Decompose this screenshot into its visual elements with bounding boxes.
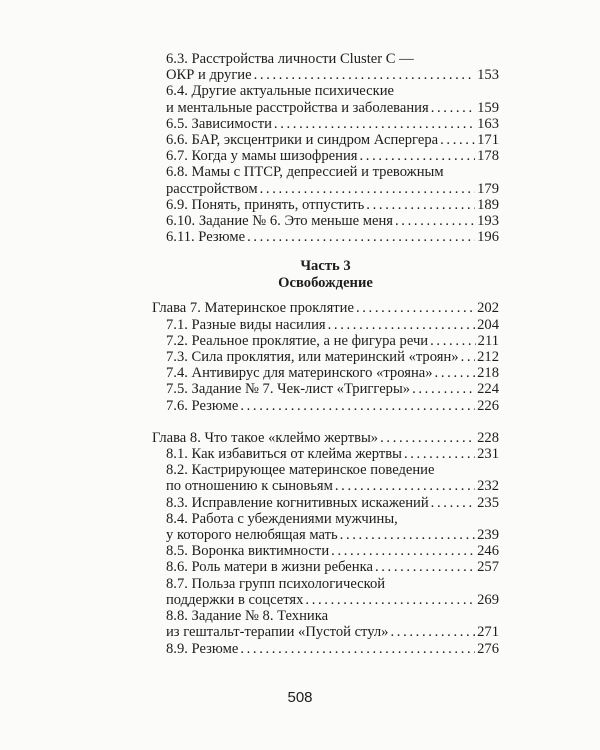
toc-entry-title: Глава 8. Что такое «клеймо жертвы» [152, 429, 379, 446]
dot-leader [404, 446, 475, 462]
toc-entry-page: 269 [477, 591, 499, 608]
toc-entry-row [166, 333, 499, 349]
toc-entry-title: 7.4. Антивирус для материнского «трояна» [166, 365, 433, 382]
toc-entry [152, 229, 499, 245]
toc-entry-page: 178 [477, 148, 499, 165]
toc-entry-lines [166, 349, 499, 365]
toc-entry-page: 231 [477, 446, 499, 463]
toc-entry [152, 495, 499, 511]
toc-entry-row [166, 229, 499, 245]
toc-entry-title: и ментальные расстройства и заболевания [166, 99, 429, 116]
toc-entry [152, 164, 499, 196]
toc-entry-page: 153 [477, 67, 499, 84]
toc-entry-row [166, 349, 499, 365]
toc-entry-row [166, 478, 499, 494]
toc-entry [152, 83, 499, 115]
toc-entry-lines [166, 559, 499, 575]
page-number: 508 [287, 689, 313, 706]
toc-entry-row [166, 181, 499, 197]
toc-entry-title: 8.4. Работа с убеждениями мужчины, [166, 510, 398, 527]
dot-leader [240, 398, 475, 414]
part-number: Часть 3 [300, 258, 351, 275]
toc-entry-page: 228 [477, 429, 499, 446]
dot-leader [335, 478, 475, 494]
toc-entry-title: 8.7. Польза групп психологической [166, 575, 386, 592]
toc-entry-title: у которого нелюбящая мать [166, 527, 338, 544]
toc-entry-page: 271 [477, 624, 499, 641]
toc-entry-title: 6.10. Задание № 6. Это меньше меня [166, 213, 393, 230]
toc-entry-lines [166, 641, 499, 657]
toc-entry [152, 430, 499, 446]
toc-entry-row [166, 116, 499, 132]
toc-entry-lines [166, 116, 499, 132]
toc-entry-page: 189 [477, 196, 499, 213]
toc-entry-title: 8.2. Кастрирующее материнское поведение [166, 462, 435, 479]
toc-entry-title: поддержки в соцсетях [166, 591, 304, 608]
toc-entry-lines [152, 430, 499, 446]
part-title: Освобождение [278, 275, 373, 292]
toc-entry-row [166, 495, 499, 511]
toc-entry-page: 204 [477, 316, 499, 333]
toc-entry-row [166, 543, 499, 559]
toc-entry [152, 333, 499, 349]
toc-entry-page: 193 [477, 213, 499, 230]
toc-entry-title: 6.9. Понять, принять, отпустить [166, 196, 365, 213]
toc-entry-lines [166, 333, 499, 349]
toc-entry-title: 8.3. Исправление когнитивных искажений [166, 494, 429, 511]
toc-entry-row [166, 67, 499, 83]
toc-entry-title: 8.5. Воронка виктимности [166, 543, 330, 560]
toc-entry-lines [166, 576, 499, 608]
toc-entry-page: 218 [477, 365, 499, 382]
toc-entry [152, 349, 499, 365]
toc-entry-title: 7.6. Резюме [166, 397, 239, 414]
toc-entry-row [166, 197, 499, 213]
toc-entry-page: 239 [477, 527, 499, 544]
dot-leader [431, 495, 475, 511]
toc-entry [152, 300, 499, 316]
toc-entry-lines [166, 229, 499, 245]
toc-entry-row [166, 317, 499, 333]
toc-entry [152, 511, 499, 543]
toc-entry-title: 8.9. Резюме [166, 640, 239, 657]
toc-entry [152, 462, 499, 494]
toc-entry-lines [166, 365, 499, 381]
toc-entry-title: 8.6. Роль матери в жизни ребенка [166, 559, 373, 576]
dot-leader [390, 624, 475, 640]
dot-leader [331, 543, 475, 559]
toc-entry-title: ОКР и другие [166, 67, 252, 84]
toc-entry-page: 202 [477, 300, 499, 317]
dot-leader [260, 181, 476, 197]
toc-entry-row [166, 100, 499, 116]
chapter-7-entries [152, 300, 499, 413]
toc-entry-row [166, 398, 499, 414]
toc-entry-lines [166, 317, 499, 333]
toc-entry-title: 6.11. Резюме [166, 229, 246, 246]
dot-leader [366, 197, 475, 213]
toc-entry-lines [166, 511, 499, 543]
dot-leader [461, 349, 476, 365]
toc-entry-page: 163 [477, 115, 499, 132]
dot-leader [240, 641, 475, 657]
toc-entry-page: 212 [477, 349, 499, 366]
toc-entry-page: 171 [477, 132, 499, 149]
dot-leader [431, 100, 475, 116]
toc-entry-row [166, 641, 499, 657]
toc-entry-lines [166, 543, 499, 559]
dot-leader [356, 300, 475, 316]
toc-entry-row [166, 365, 499, 381]
toc-entry-title: Глава 7. Материнское проклятие [152, 300, 354, 317]
toc-entry-title: 7.2. Реальное проклятие, а не фигура речи [166, 332, 429, 349]
toc-entry-lines [152, 300, 499, 316]
chapter-gap [152, 414, 499, 430]
table-of-contents [152, 51, 499, 657]
toc-entry [152, 317, 499, 333]
toc-entry [152, 365, 499, 381]
toc-entry [152, 559, 499, 575]
toc-entry-page: 159 [477, 99, 499, 116]
dot-leader [247, 229, 475, 245]
dot-leader [375, 559, 475, 575]
dot-leader [412, 381, 475, 397]
toc-entry-row [152, 430, 499, 446]
toc-entry-lines [166, 197, 499, 213]
toc-entry [152, 116, 499, 132]
toc-entry-row [166, 213, 499, 229]
chapter-6-entries [152, 51, 499, 245]
toc-entry-title: расстройством [166, 180, 258, 197]
toc-entry-row [166, 381, 499, 397]
toc-entry-page: 226 [477, 397, 499, 414]
dot-leader [360, 148, 476, 164]
toc-entry-lines [166, 495, 499, 511]
toc-entry-row [166, 446, 499, 462]
toc-entry-lines [166, 164, 499, 196]
dot-leader [440, 132, 475, 148]
toc-entry [152, 446, 499, 462]
toc-entry [152, 576, 499, 608]
toc-entry-page: 257 [477, 559, 499, 576]
toc-entry-lines [166, 83, 499, 115]
toc-entry-row [152, 300, 499, 316]
toc-entry-lines [166, 213, 499, 229]
dot-leader [395, 213, 475, 229]
toc-entry-lines [166, 608, 499, 640]
toc-entry [152, 608, 499, 640]
toc-entry-lines [166, 381, 499, 397]
toc-entry [152, 398, 499, 414]
dot-leader [274, 116, 475, 132]
dot-leader [305, 592, 475, 608]
toc-entry-title: 6.8. Мамы с ПТСР, депрессией и тревожным [166, 164, 444, 181]
toc-entry-title: по отношению к сыновьям [166, 478, 333, 495]
dot-leader [328, 317, 476, 333]
toc-entry-lines [166, 462, 499, 494]
toc-entry [152, 381, 499, 397]
toc-entry-row [166, 559, 499, 575]
toc-entry-title: 7.3. Сила проклятия, или материнский «троян» [166, 349, 459, 366]
toc-entry-page: 224 [477, 381, 499, 398]
toc-entry-title: 6.6. БАР, эксцентрики и синдром Аспергера [166, 132, 439, 149]
toc-entry-page: 246 [477, 543, 499, 560]
toc-entry [152, 197, 499, 213]
toc-entry-page: 211 [477, 332, 499, 349]
toc-entry [152, 132, 499, 148]
toc-entry-title: 6.3. Расстройства личности Cluster C — [166, 51, 414, 67]
toc-entry-title: 8.1. Как избавиться от клейма жертвы [166, 446, 402, 463]
toc-entry-page: 196 [477, 229, 499, 246]
toc-entry-title: 6.5. Зависимости [166, 115, 272, 132]
toc-entry-page: 276 [477, 640, 499, 657]
part-heading [152, 258, 499, 292]
toc-entry [152, 148, 499, 164]
dot-leader [340, 527, 475, 543]
toc-entry-page: 232 [477, 478, 499, 495]
toc-entry-title: 7.1. Разные виды насилия [166, 316, 326, 333]
toc-entry-row [166, 592, 499, 608]
dot-leader [435, 365, 476, 381]
toc-entry-title: 8.8. Задание № 8. Техника [166, 608, 329, 625]
toc-entry [152, 641, 499, 657]
toc-entry-page: 235 [477, 494, 499, 511]
toc-entry [152, 543, 499, 559]
toc-entry-title: 6.7. Когда у мамы шизофрения [166, 148, 358, 165]
toc-entry-lines [166, 51, 499, 83]
dot-leader [380, 430, 475, 446]
dot-leader [430, 333, 476, 349]
toc-entry-page: 179 [477, 180, 499, 197]
toc-entry-row [166, 132, 499, 148]
dot-leader [254, 67, 476, 83]
toc-entry-lines [166, 446, 499, 462]
toc-entry [152, 213, 499, 229]
toc-entry-title: 6.4. Другие актуальные психические [166, 83, 395, 100]
toc-entry-lines [166, 398, 499, 414]
toc-entry-row [166, 624, 499, 640]
chapter-8-entries [152, 430, 499, 657]
toc-entry-row [166, 527, 499, 543]
toc-entry-title: из гештальт-терапии «Пустой стул» [166, 624, 389, 641]
toc-entry-row [166, 148, 499, 164]
toc-entry-lines [166, 148, 499, 164]
toc-entry-lines [166, 132, 499, 148]
toc-entry [152, 51, 499, 83]
toc-entry-title: 7.5. Задание № 7. Чек-лист «Триггеры» [166, 381, 411, 398]
